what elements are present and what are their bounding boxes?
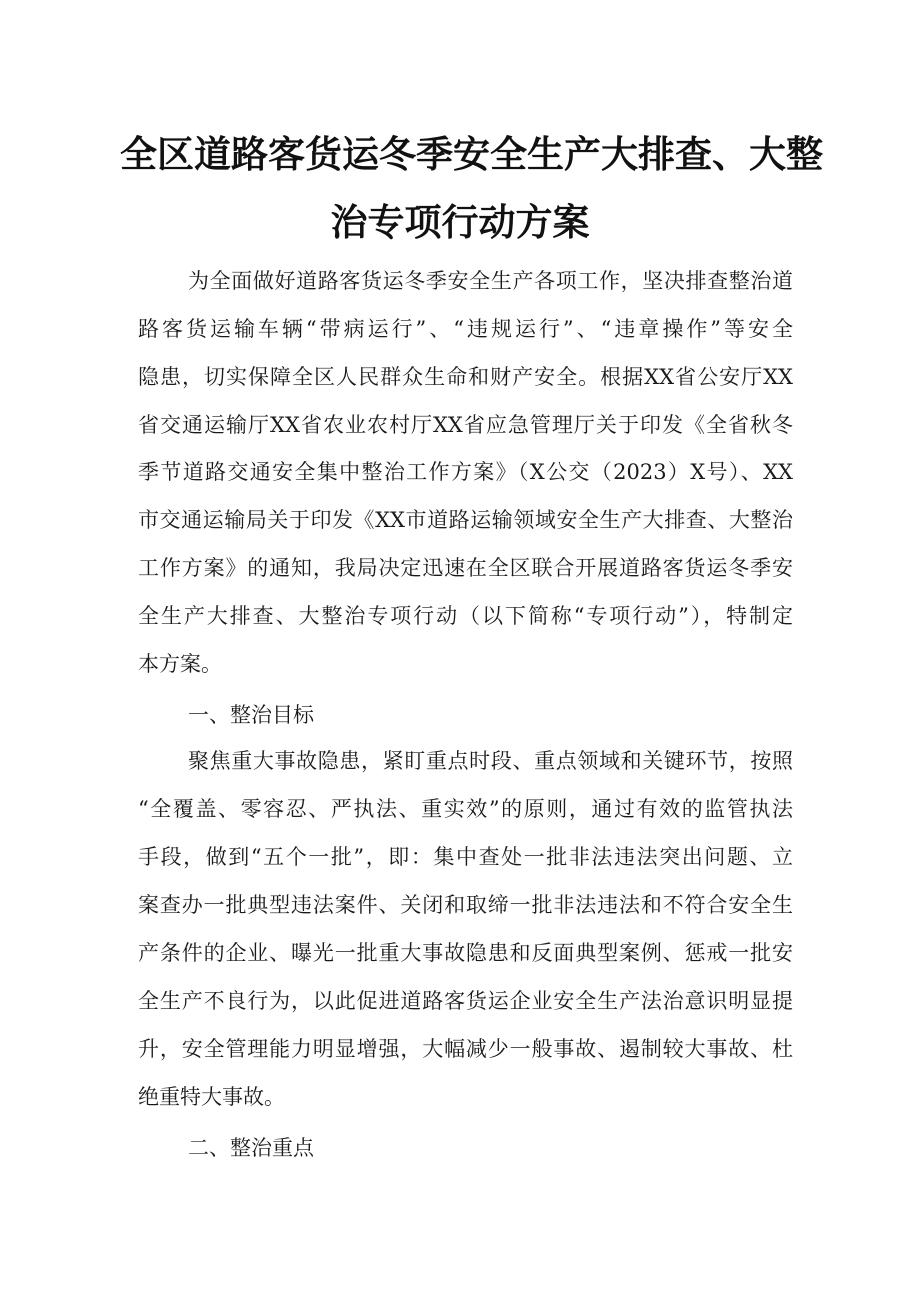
section-heading-2: 二、整治重点 (188, 1136, 314, 1160)
section1-line: 聚焦重大事故隐患，紧盯重点时段、重点领域和关键环节，按照 (188, 749, 793, 773)
document-title-line-1: 全区道路客货运冬季安全生产大排查、大整 (120, 133, 823, 176)
section1-line: 绝重特大事故。 (138, 1085, 285, 1109)
section1-line: “全覆盖、零容忍、严执法、重实效”的原则，通过有效的监管执法 (138, 797, 793, 821)
intro-line: 季节道路交通安全集中整治工作方案》（X公交（2023）X号）、XX (138, 460, 793, 484)
intro-line: 为全面做好道路客货运冬季安全生产各项工作，坚决排查整治道 (188, 269, 793, 293)
document-title-line-2: 治专项行动方案 (330, 201, 590, 244)
section1-line: 手段，做到“五个一批”，即：集中查处一批非法违法突出问题、立 (138, 845, 793, 869)
section1-line: 案查办一批典型违法案件、关闭和取缔一批非法违法和不符合安全生 (138, 893, 793, 917)
section-heading-1: 一、整治目标 (188, 703, 314, 727)
intro-line: 路客货运输车辆“带病运行”、“违规运行”、“违章操作”等安全 (138, 317, 793, 341)
intro-line: 本方案。 (138, 652, 222, 676)
intro-line: 工作方案》的通知，我局决定迅速在全区联合开展道路客货运冬季安 (138, 556, 793, 580)
section1-line: 全生产不良行为，以此促进道路客货运企业安全生产法治意识明显提 (138, 989, 793, 1013)
section1-line: 升，安全管理能力明显增强，大幅减少一般事故、遏制较大事故、杜 (138, 1037, 793, 1061)
intro-line: 省交通运输厅XX省农业农村厅XX省应急管理厅关于印发《全省秋冬 (138, 413, 793, 437)
section1-line: 产条件的企业、曝光一批重大事故隐患和反面典型案例、惩戒一批安 (138, 941, 793, 965)
intro-line: 隐患，切实保障全区人民群众生命和财产安全。根据XX省公安厅XX (138, 365, 793, 389)
intro-line: 全生产大排查、大整治专项行动（以下简称“专项行动”），特制定 (138, 604, 793, 628)
intro-line: 市交通运输局关于印发《XX市道路运输领域安全生产大排查、大整治 (138, 508, 793, 532)
